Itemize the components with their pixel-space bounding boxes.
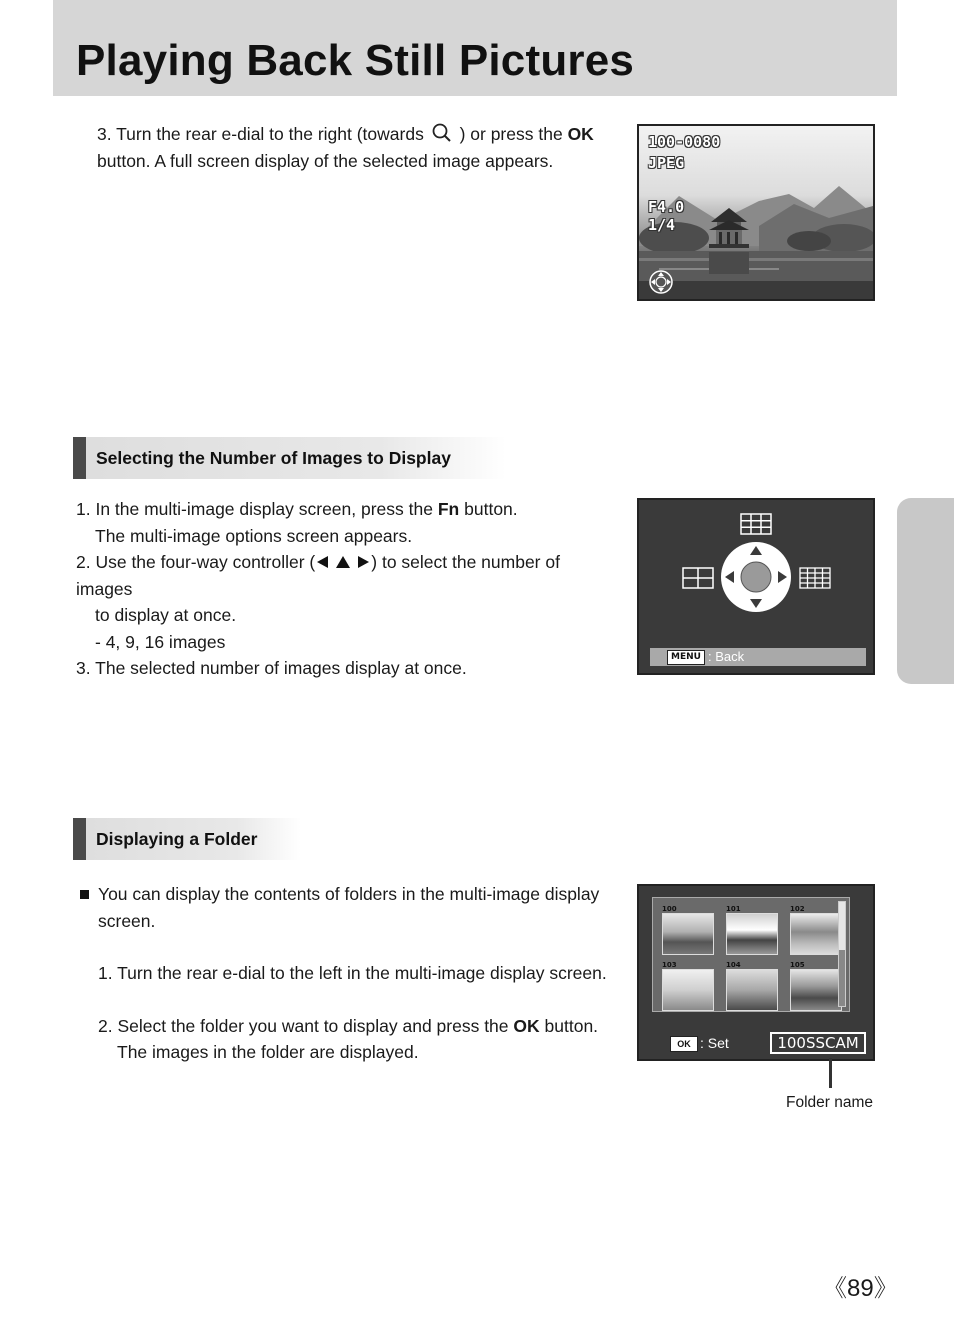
- folder-number: 102: [790, 905, 805, 913]
- file-format: JPEG: [648, 154, 685, 172]
- aperture-value: F4.0: [648, 198, 685, 216]
- folder-name-caption: Folder name: [786, 1094, 874, 1111]
- set-label: : Set: [700, 1035, 729, 1051]
- folder-thumbnail: [790, 969, 842, 1011]
- menu-badge: MENU: [667, 650, 705, 665]
- section-bar: [73, 818, 86, 860]
- section1-line2: The multi-image options screen appears.: [95, 525, 413, 546]
- intro-step3-text-b: ) or press the: [459, 124, 563, 144]
- section2-bullet: [80, 881, 625, 908]
- side-tab: [897, 498, 954, 684]
- folder-number: 104: [726, 961, 741, 969]
- section1-line1-text: 1. In the multi-image display screen, press the: [76, 499, 433, 519]
- scrollbar-thumb[interactable]: [839, 902, 845, 950]
- page-number: 《89》: [823, 1275, 898, 1302]
- intro-step3-text-c: button. A full screen display of the selected image appears.: [97, 150, 554, 171]
- section1-line3-text: 2. Use the four-way controller (: [76, 552, 316, 572]
- section1-line3: [76, 549, 621, 602]
- photo-playback-screen: [637, 124, 875, 301]
- section1-line5: - 4, 9, 16 images: [95, 631, 226, 652]
- scrollbar[interactable]: [838, 901, 846, 1007]
- grid-9-icon: [741, 514, 771, 534]
- shutter-value: 1/4: [648, 216, 676, 234]
- dial-icon: [648, 269, 674, 295]
- page-title: Playing Back Still Pictures: [76, 36, 635, 85]
- magnify-icon: [431, 123, 453, 143]
- section-label: Displaying a Folder: [96, 829, 258, 849]
- folder-item[interactable]: [726, 961, 778, 1011]
- folder-number: 100: [662, 905, 677, 913]
- grid-4-icon: [683, 568, 713, 588]
- section-label: Selecting the Number of Images to Display: [96, 448, 451, 468]
- section2-body: [80, 881, 625, 1066]
- folder-thumbnail: [790, 913, 842, 955]
- folder-number: 105: [790, 961, 805, 969]
- fn-button-label: Fn: [437, 499, 460, 519]
- folder-item[interactable]: [790, 905, 842, 955]
- folder-thumbnail: [726, 913, 778, 955]
- grid-16-icon: [800, 568, 830, 588]
- folder-item[interactable]: [726, 905, 778, 955]
- section2-bullet-cont: screen.: [98, 910, 156, 931]
- ok-button-label: OK: [567, 124, 594, 144]
- folder-item[interactable]: [790, 961, 842, 1011]
- section1-line1: [76, 496, 621, 523]
- section1-line3-end: ) to select the number of images: [76, 552, 560, 599]
- four-way-arrows-icon: [315, 555, 371, 569]
- file-number: 100-0080: [648, 133, 721, 151]
- section1-line4: to display at once.: [95, 605, 237, 625]
- section2-step2: [80, 1013, 625, 1040]
- section1-line6: 3. The selected number of images display at once.: [76, 658, 467, 678]
- folder-item[interactable]: [662, 905, 714, 955]
- section1-line1-end: button.: [464, 499, 518, 519]
- folder-number: 103: [662, 961, 677, 969]
- section2-step2-text: 2. Select the folder you want to display and press the: [98, 1015, 509, 1036]
- intro-step3-text-a: 3. Turn the rear e-dial to the right (towards: [97, 124, 424, 144]
- folder-name-pointer: [829, 1058, 832, 1088]
- folder-thumbnail: [662, 969, 714, 1011]
- folder-panel: [652, 897, 850, 1012]
- intro-step3: [97, 121, 617, 174]
- section2-bullet-text: You can display the contents of folders in the multi-image display: [98, 884, 600, 904]
- section2-step2-cont: The images in the folder are displayed.: [117, 1042, 419, 1062]
- bullet-square: [80, 890, 89, 899]
- section2-step1: 1. Turn the rear e-dial to the left in the multi-image display screen.: [98, 963, 607, 983]
- folder-number: 101: [726, 905, 741, 913]
- folder-thumbnail: [662, 913, 714, 955]
- ok-button-label: OK: [513, 1015, 540, 1036]
- section2-step2-end: button.: [544, 1015, 599, 1036]
- back-label: : Back: [708, 649, 745, 664]
- controller-diagram: [639, 500, 873, 645]
- menu-strip: [650, 648, 866, 666]
- folder-name-display: 100SSCAM: [770, 1032, 866, 1054]
- ok-badge: OK: [670, 1036, 698, 1052]
- folder-thumbnail: [726, 969, 778, 1011]
- multi-image-options-screen: [637, 498, 875, 675]
- section1-steps: [76, 496, 621, 682]
- folder-display-screen: [637, 884, 875, 1061]
- section-bar: [73, 437, 86, 479]
- folder-item[interactable]: [662, 961, 714, 1011]
